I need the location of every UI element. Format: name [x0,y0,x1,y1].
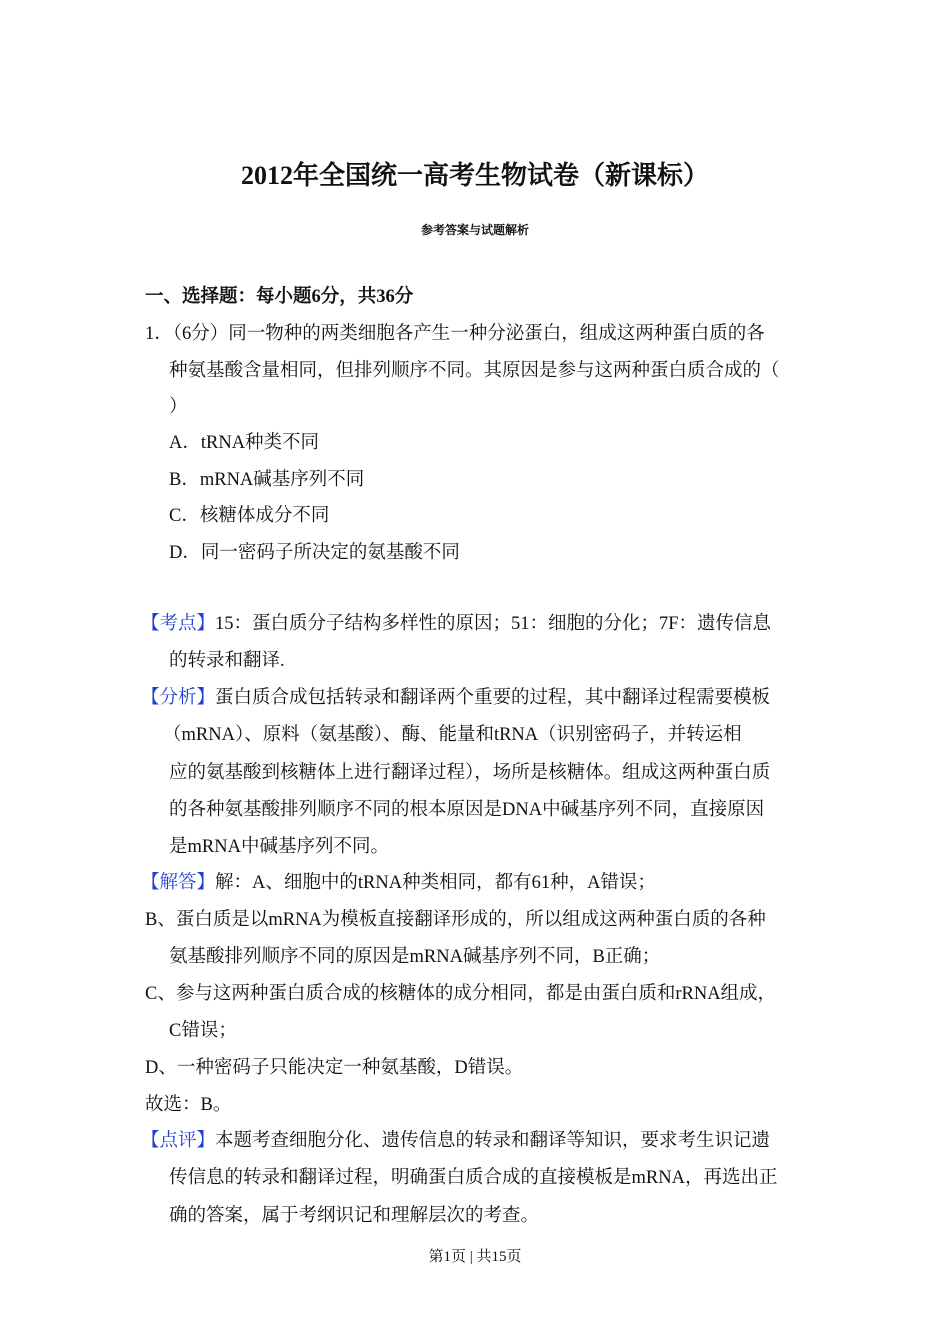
document-subtitle: 参考答案与试题解析 [420,223,529,237]
option-d: D．同一密码子所决定的氨基酸不同 [169,543,460,563]
answer-text: 故选：B。 [145,1095,232,1115]
fenxi-tag: 【分析】 [141,688,216,708]
jieda-text: C、参与这两种蛋白质合成的核糖体的成分相同，都是由蛋白质和rRNA组成， [145,984,777,1004]
jieda-text: D、一种密码子只能决定一种氨基酸，D错误。 [145,1058,524,1078]
fenxi-line [141,686,770,710]
fenxi-text: 的各种氨基酸排列顺序不同的根本原因是DNA中碱基序列不同，直接原因 [169,800,765,820]
jieda-text: 氨基酸排列顺序不同的原因是mRNA碱基序列不同，B正确； [169,947,661,967]
option-a: A．tRNA种类不同 [169,433,320,453]
dianping-text: 确的答案，属于考纲识记和理解层次的考查。 [169,1206,540,1226]
jieda-text: B、蛋白质是以mRNA为模板直接翻译形成的，所以组成这两种蛋白质的各种 [145,910,766,930]
section-heading: 一、选择题：每小题6分，共36分 [145,287,414,307]
jieda-text: 解：A、细胞中的tRNA种类相同，都有61种，A错误； [215,873,656,893]
dianping-text: 本题考查细胞分化、遗传信息的转录和翻译等知识，要求考生识记遗 [215,1131,771,1151]
jieda-line [141,871,656,895]
dianping-tag: 【点评】 [141,1131,216,1151]
document-title: 2012年全国统一高考生物试卷（新课标） [240,161,709,190]
kaodian-tag: 【考点】 [141,614,216,634]
dianping-text: 传信息的转录和翻译过程，明确蛋白质合成的直接模板是mRNA，再选出正 [169,1168,778,1188]
option-b: B．mRNA碱基序列不同 [169,470,365,490]
question-text: ） [169,397,188,417]
kaodian-line [141,612,771,636]
jieda-text: C错误； [169,1021,237,1041]
option-c: C．核糖体成分不同 [169,506,330,526]
fenxi-text: 是mRNA中碱基序列不同。 [169,837,389,857]
page-footer: 第1页 | 共15页 [428,1249,522,1265]
fenxi-text: 蛋白质合成包括转录和翻译两个重要的过程，其中翻译过程需要模板 [215,688,771,708]
dianping-line [141,1129,770,1153]
kaodian-text: 的转录和翻译. [169,651,285,671]
question-text: 1．（6分）同一物种的两类细胞各产生一种分泌蛋白，组成这两种蛋白质的各 [145,324,765,344]
question-text: 种氨基酸含量相同，但排列顺序不同。其原因是参与这两种蛋白质合成的（ [169,361,780,381]
jieda-tag: 【解答】 [141,873,216,893]
fenxi-text: 应的氨基酸到核糖体上进行翻译过程），场所是核糖体。组成这两种蛋白质 [169,763,771,783]
fenxi-text: （mRNA）、原料（氨基酸）、酶、能量和tRNA（识别密码子，并转运相 [163,725,742,745]
kaodian-text: 15：蛋白质分子结构多样性的原因；51：细胞的分化；7F：遗传信息 [215,614,772,634]
